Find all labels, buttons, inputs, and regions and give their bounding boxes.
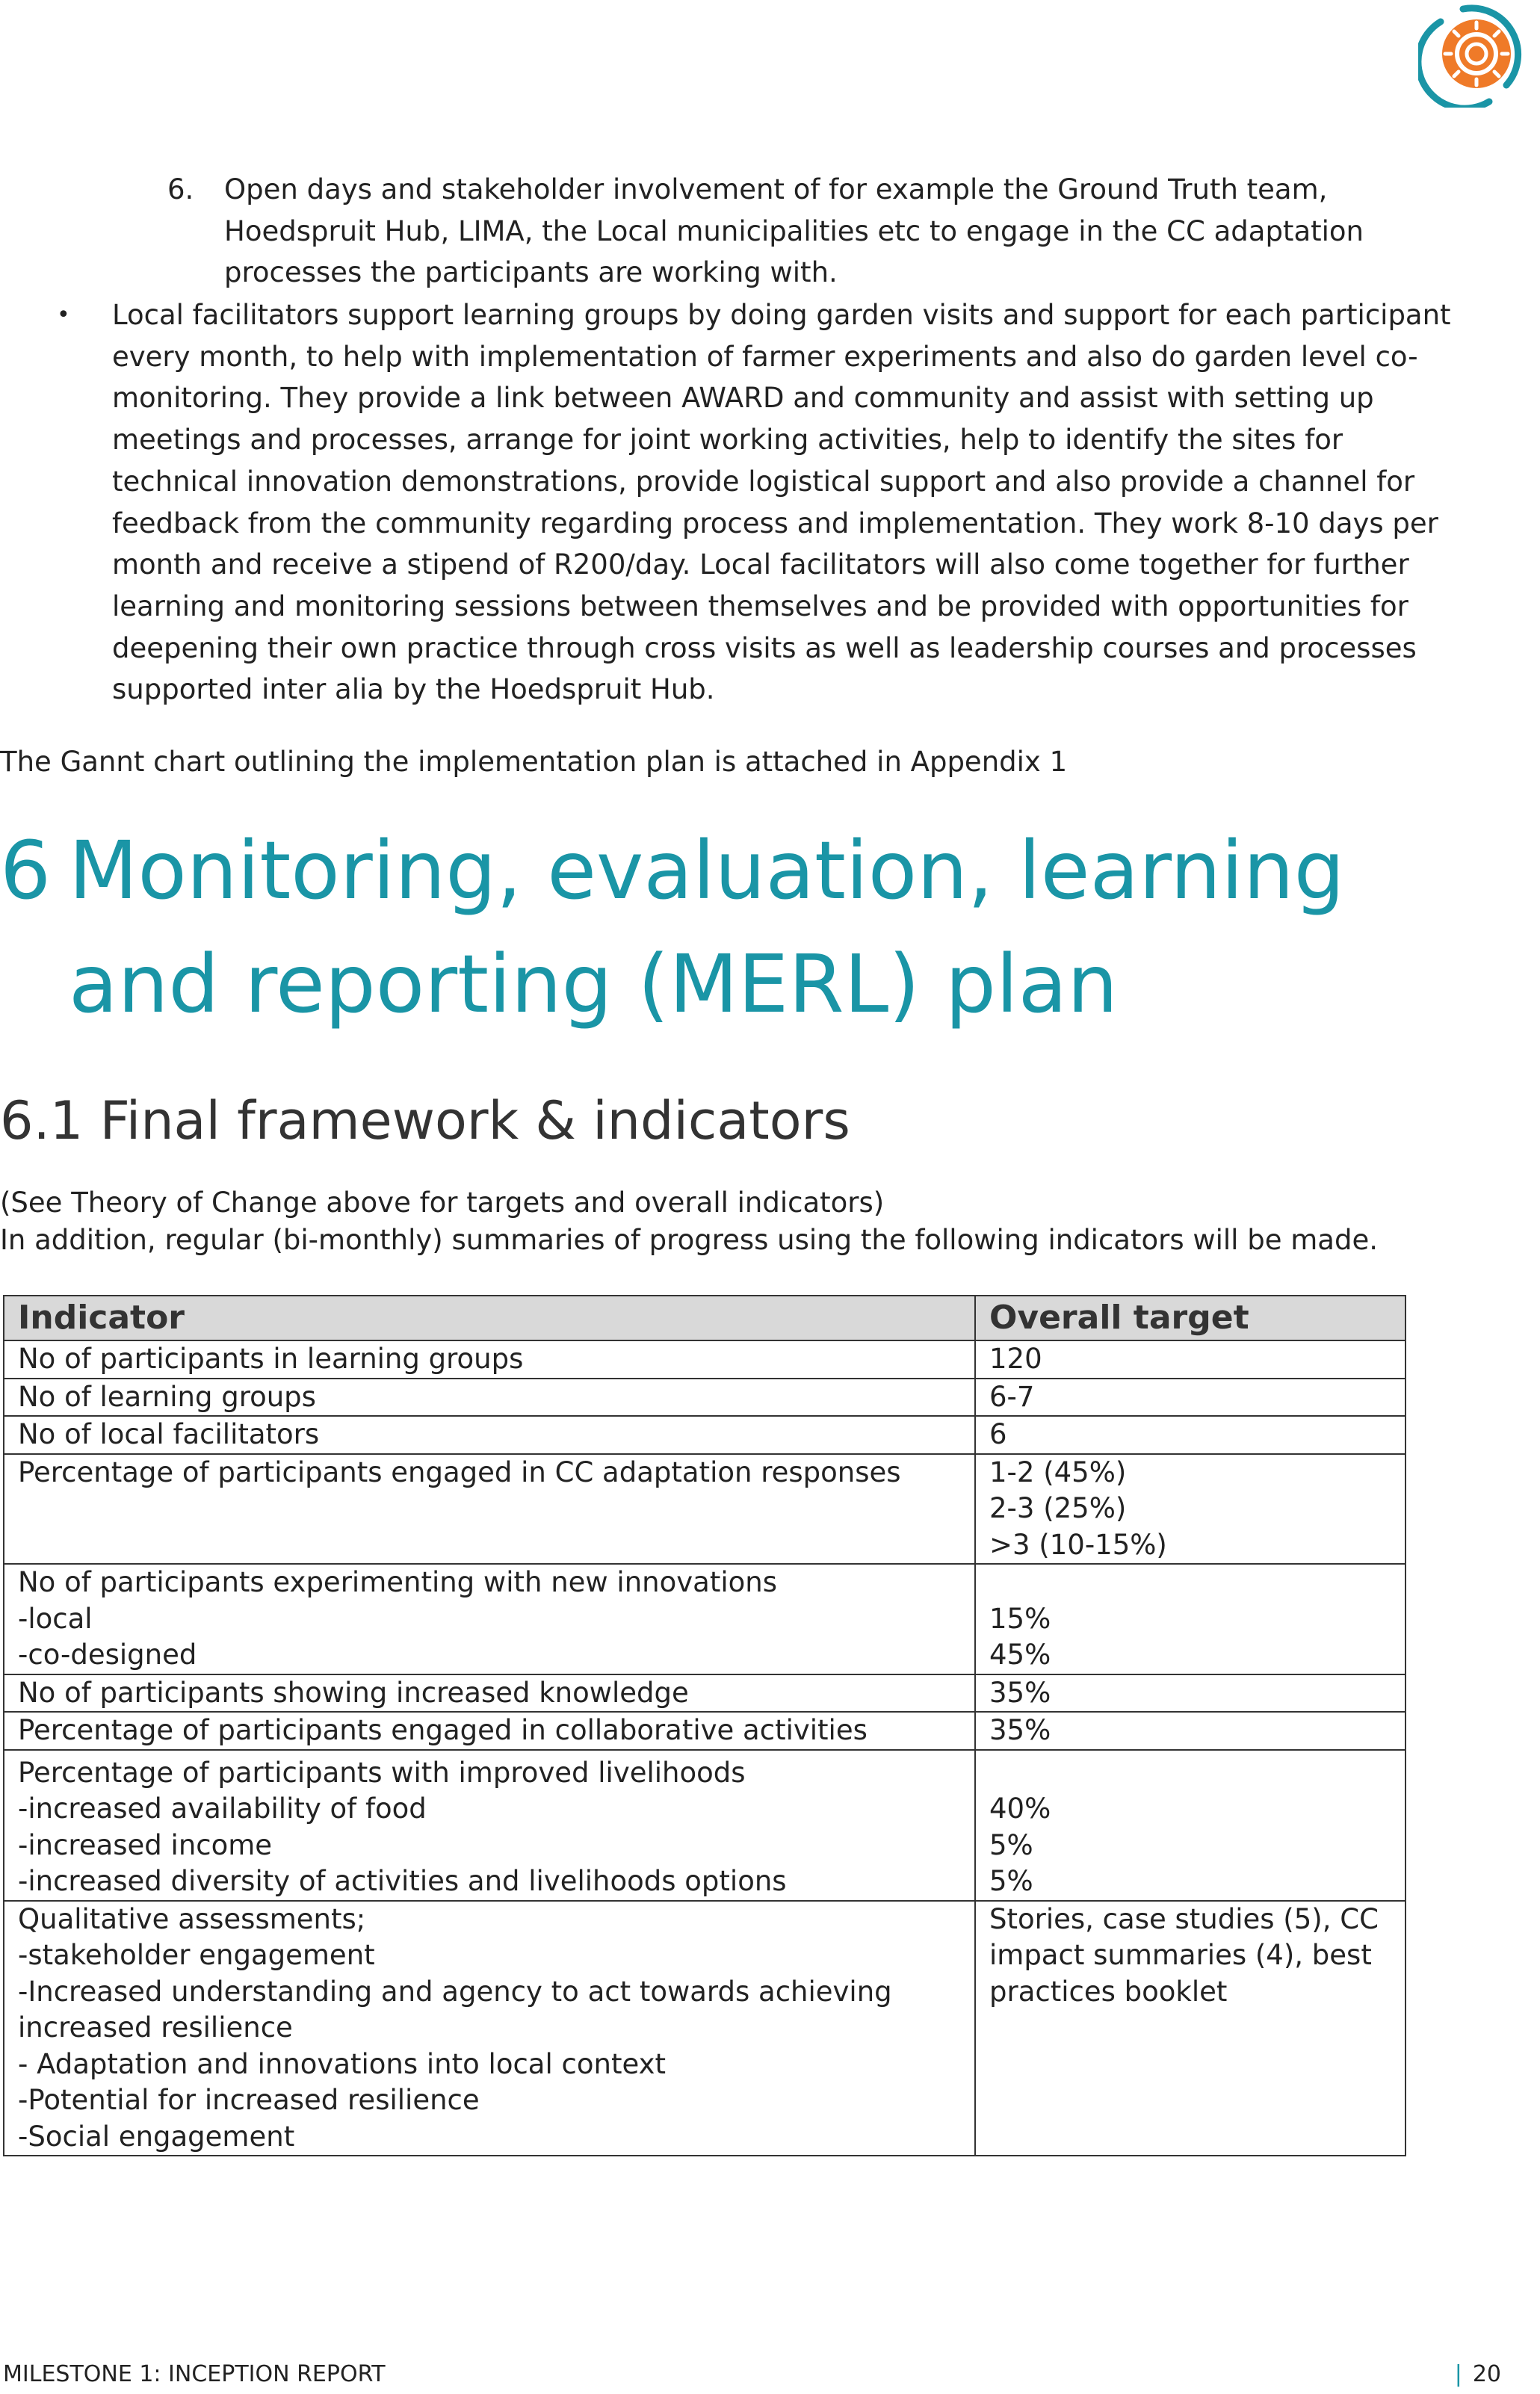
indicator-line: No of participants showing increased knowledge [18, 1676, 689, 1709]
target-line: 45% [989, 1639, 1051, 1671]
target-cell [975, 1454, 1406, 1565]
indicator-cell [4, 1416, 975, 1454]
target-line: 6 [989, 1418, 1007, 1450]
table-row [4, 1750, 1406, 1901]
table-row [4, 1564, 1406, 1674]
page-number: 20 [1472, 2361, 1501, 2387]
indicator-cell [4, 1712, 975, 1750]
indicator-line: -local [18, 1602, 93, 1635]
indicator-line: Qualitative assessments; [18, 1902, 366, 1935]
target-line: 5% [989, 1828, 1033, 1861]
target-cell [975, 1416, 1406, 1454]
table-row [4, 1674, 1406, 1713]
target-line: 35% [989, 1676, 1051, 1709]
header-overall-target: Overall target [975, 1296, 1406, 1340]
target-cell [975, 1901, 1406, 2156]
target-line: 120 [989, 1343, 1042, 1375]
intro-line-1: (See Theory of Change above for targets and overall indicators) [0, 1187, 885, 1219]
indicator-line: -Social engagement [18, 2120, 295, 2153]
intro-line-2: In addition, regular (bi-monthly) summaries of progress using the following indicators will be made. [0, 1224, 1378, 1256]
target-cell [975, 1340, 1406, 1379]
indicators-table [3, 1295, 1406, 2156]
list-item-text: Open days and stakeholder involvement of for example the Ground Truth team, Hoedspruit Hub, LIMA, the Local municipalities etc to engage in the CC adaptation processes the participants are working with. [224, 173, 1364, 289]
footer-page-number [1455, 2361, 1501, 2387]
target-line: >3 (10-15%) [989, 1528, 1167, 1561]
subsection-heading: 6.1 Final framework & indicators [0, 1090, 850, 1151]
table-header-row [4, 1296, 1406, 1340]
indicator-cell [4, 1750, 975, 1901]
target-cell [975, 1674, 1406, 1713]
indicator-line: -increased diversity of activities and livelihoods options [18, 1865, 787, 1897]
table-row [4, 1416, 1406, 1454]
table-row [4, 1712, 1406, 1750]
indicator-line: -Increased understanding and agency to act towards achieving increased resilience [18, 1975, 892, 2044]
table-row [4, 1901, 1406, 2156]
target-cell [975, 1379, 1406, 1417]
numbered-list-item [167, 169, 1482, 294]
target-cell [975, 1564, 1406, 1674]
indicator-cell [4, 1340, 975, 1379]
table-row [4, 1379, 1406, 1417]
target-cell [975, 1712, 1406, 1750]
target-line: 5% [989, 1865, 1033, 1897]
section-heading [0, 814, 1487, 1042]
intro-paragraph [0, 1184, 1378, 1259]
section-title: Monitoring, evaluation, learning and reporting (MERL) plan [69, 825, 1345, 1031]
target-cell [975, 1750, 1406, 1901]
footer-report-title: MILESTONE 1: INCEPTION REPORT [3, 2361, 386, 2387]
indicator-line: -increased availability of food [18, 1793, 427, 1825]
target-line [989, 1565, 1391, 1601]
target-line: 6-7 [989, 1380, 1035, 1413]
table-row [4, 1340, 1406, 1379]
bullet-icon: • [57, 302, 70, 328]
indicator-line: No of participants in learning groups [18, 1343, 524, 1375]
indicator-cell [4, 1454, 975, 1565]
indicator-cell [4, 1564, 975, 1674]
header-indicator: Indicator [4, 1296, 975, 1340]
target-line: 40% [989, 1793, 1051, 1825]
table-row [4, 1454, 1406, 1565]
table-body [4, 1340, 1406, 2156]
indicator-cell [4, 1379, 975, 1417]
indicator-line: -stakeholder engagement [18, 1939, 375, 1971]
gantt-paragraph: The Gannt chart outlining the implementation plan is attached in Appendix 1 [0, 746, 1068, 778]
footer-separator: | [1454, 2361, 1462, 2387]
indicator-line: No of learning groups [18, 1380, 316, 1413]
indicator-line: No of local facilitators [18, 1418, 320, 1450]
indicator-line: Percentage of participants with improved livelihoods [18, 1756, 746, 1789]
target-line [989, 1755, 1391, 1792]
indicator-line: Percentage of participants engaged in CC adaptation responses [18, 1456, 901, 1488]
target-line: 1-2 (45%) [989, 1456, 1127, 1488]
organisation-sun-logo [1418, 3, 1530, 108]
indicator-line: -co-designed [18, 1639, 197, 1671]
target-line: Stories, case studies (5), CC impact summaries (4), best practices booklet [989, 1902, 1379, 2008]
indicator-line: -increased income [18, 1828, 273, 1861]
list-number: 6. [167, 173, 194, 205]
indicator-line: Percentage of participants engaged in collaborative activities [18, 1714, 868, 1746]
indicator-cell [4, 1901, 975, 2156]
target-line: 15% [989, 1602, 1051, 1635]
indicator-line: No of participants experimenting with new innovations [18, 1566, 777, 1598]
section-number: 6 [0, 825, 52, 918]
indicator-line: -Potential for increased resilience [18, 2084, 480, 2116]
bullet-list-item [57, 294, 1476, 711]
target-line: 2-3 (25%) [989, 1492, 1127, 1524]
target-line: 35% [989, 1714, 1051, 1746]
indicator-cell [4, 1674, 975, 1713]
bullet-item-text: Local facilitators support learning groups by doing garden visits and support for each participant every month, to help with implementation of farmer experiments and also do garden level co-monitoring. They provide a link between AWARD and community and assist with setting up meetings and processes, arrange for joint working activities, help to identify the sites for technical innovation demonstrations, provide logistical support and also provide a channel for feedback from the community regarding process and implementation. They work 8-10 days per month and receive a stipend of R200/day. Local facilitators will also come together for further learning and monitoring sessions between themselves and be provided with opportunities for deepening their own practice through cross visits as well as leadership courses and processes supported inter alia by the Hoedspruit Hub. [112, 299, 1451, 706]
indicator-line: - Adaptation and innovations into local context [18, 2047, 666, 2080]
